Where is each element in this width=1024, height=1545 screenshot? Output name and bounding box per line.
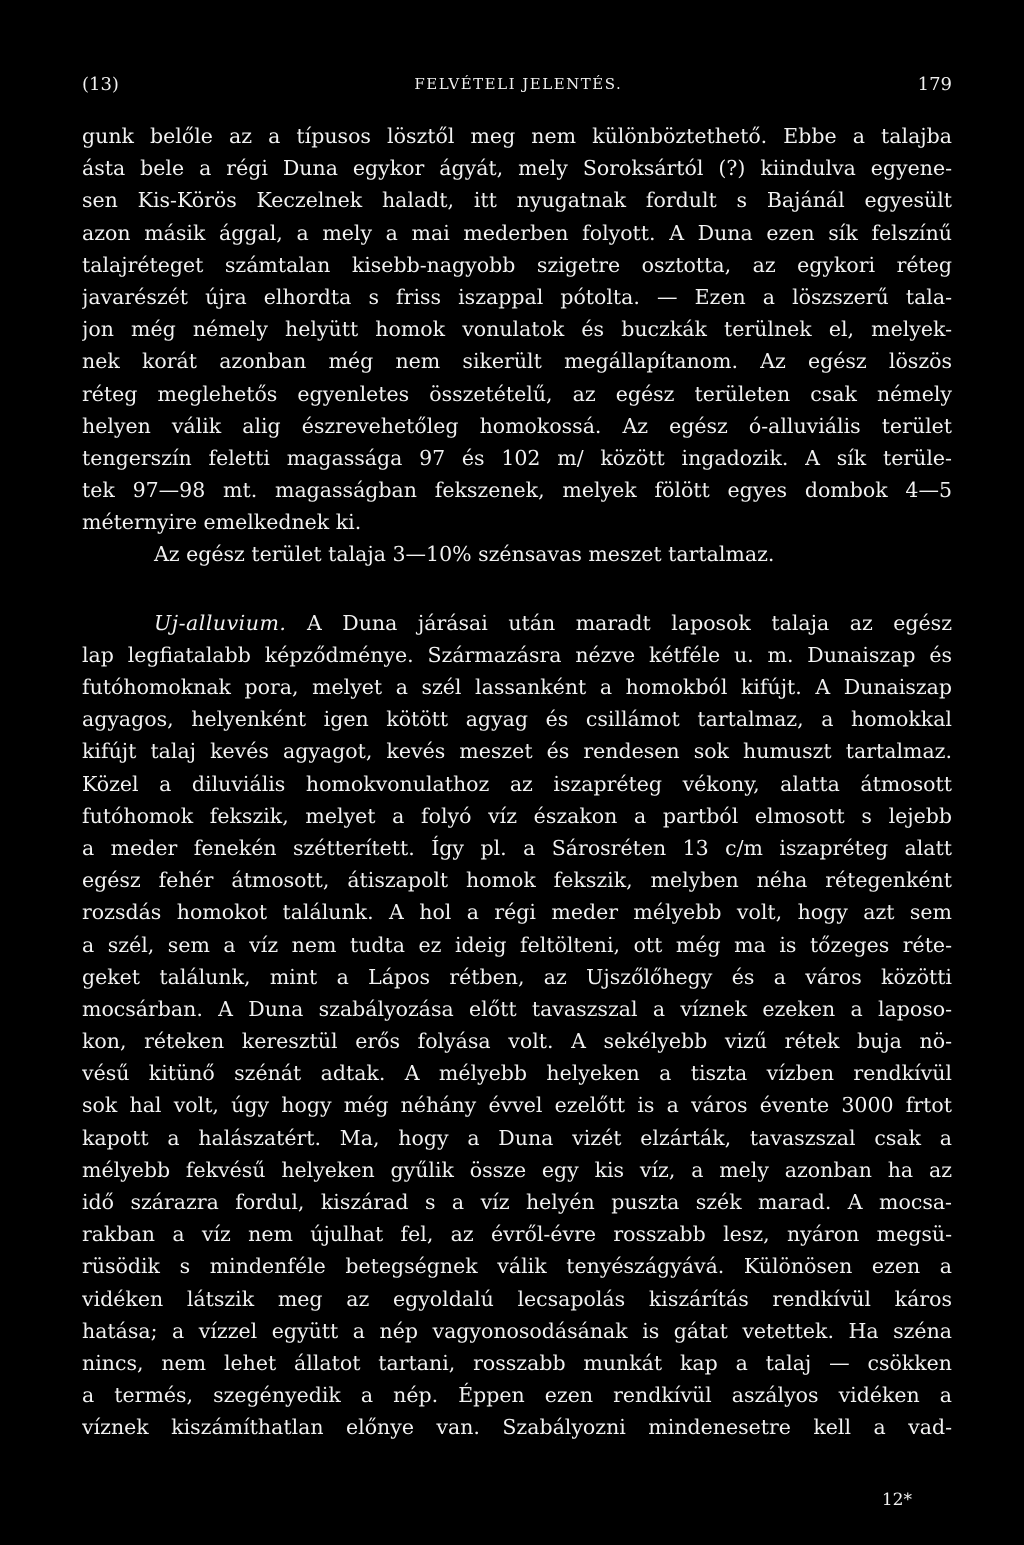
text-line: agyagos, helyenként igen kötött agyag és csillámot tartalmaz, a homokkal bbox=[82, 707, 952, 732]
text-line: rozsdás homokot találunk. A hol a régi meder mélyebb volt, hogy azt sem bbox=[82, 900, 952, 925]
text-line: Közel a diluviális homokvonulathoz az iszapréteg vékony, alatta átmosott bbox=[82, 771, 952, 796]
text-line: sen Kis-Körös Keczelnek haladt, itt nyugatnak fordult s Bajánál egyesült bbox=[82, 188, 952, 213]
text-line: jon még némely helyütt homok vonulatok és buczkák terülnek el, melyek- bbox=[82, 317, 952, 342]
text-line: méternyire emelkednek ki. bbox=[82, 510, 362, 535]
text-line: réteg meglehetős egyenletes összetételű, az egész területen csak némely bbox=[82, 381, 952, 406]
text-line: lap legfiatalabb képződménye. Származásra nézve kétféle u. m. Dunaiszap és bbox=[82, 642, 952, 667]
text-line: rakban a víz nem újulhat fel, az évről-évre rosszabb lesz, nyáron megsü- bbox=[82, 1222, 952, 1247]
text-line: vésű kitünő szénát adtak. A mélyebb helyeken a tiszta vízben rendkívül bbox=[82, 1061, 952, 1086]
text-line: nek korát azonban még nem sikerült megállapítanom. Az egész löszös bbox=[82, 349, 952, 374]
section-heading: Uj-alluvium. bbox=[154, 610, 287, 635]
text-span: A Duna járásai után maradt laposok talaja az egész bbox=[286, 610, 952, 635]
text-line: mélyebb fekvésű helyeken gyűlik össze egy kis víz, a mely azonban ha az bbox=[82, 1157, 952, 1182]
chapter-number: (13) bbox=[82, 73, 119, 95]
text-line: javarészét újra elhordta s friss iszappal pótolta. — Ezen a löszszerű tala- bbox=[82, 284, 952, 309]
signature-mark: 12* bbox=[881, 1490, 912, 1510]
text-line: kon, réteken keresztül erős folyása volt. A sekélyebb vizű rétek buja nö- bbox=[82, 1029, 952, 1054]
text-line: Az egész terület talaja 3—10% szénsavas meszet tartalmaz. bbox=[154, 542, 775, 567]
page-header bbox=[82, 64, 952, 104]
paragraph-gap bbox=[82, 571, 952, 607]
text-line: kifújt talaj kevés agyagot, kevés meszet és rendesen sok humuszt tartalmaz. bbox=[82, 739, 952, 764]
text-line: idő szárazra fordul, kiszárad s a víz helyén puszta szék marad. A mocsa- bbox=[82, 1190, 952, 1214]
text-line: egész fehér átmosott, átiszapolt homok fekszik, melyben néha rétegenként bbox=[82, 868, 952, 893]
text-line: futóhomoknak pora, melyet a szél lassanként a homokból kifújt. A Dunaiszap bbox=[82, 675, 952, 699]
text-line: víznek kiszámíthatlan előnye van. Szabályozni mindenesetre kell a vad- bbox=[82, 1415, 952, 1440]
text-line: hatása; a vízzel együtt a nép vagyonosodásának is gátat vetettek. Ha széna bbox=[82, 1318, 952, 1343]
text-line: gunk belőle az a típusos lösztől meg nem különböztethető. Ebbe a talajba bbox=[82, 124, 952, 148]
text-line: helyen válik alig észrevehetőleg homokossá. Az egész ó-alluviális terület bbox=[82, 413, 952, 438]
text-line: mocsárban. A Duna szabályozása előtt tavaszszal a víznek ezeken a laposo- bbox=[82, 996, 952, 1021]
text-line: sok hal volt, úgy hogy még néhány évvel ezelőtt is a város évente 3000 frtot bbox=[82, 1093, 952, 1118]
text-line: azon másik ággal, a mely a mai mederben folyott. A Duna ezen sík felszínű bbox=[82, 220, 952, 245]
text-line: kapott a halászatért. Ma, hogy a Duna vizét elzárták, tavaszszal csak a bbox=[82, 1125, 952, 1150]
text-line: vidéken látszik meg az egyoldalú lecsapolás kiszárítás rendkívül káros bbox=[82, 1286, 952, 1311]
text-line: geket találunk, mint a Lápos rétben, az Ujszőlőhegy és a város közötti bbox=[82, 964, 952, 989]
text-line: talajréteget számtalan kisebb-nagyobb szigetre osztotta, az egykori réteg bbox=[82, 252, 952, 277]
body-text bbox=[82, 120, 952, 1444]
page-number: 179 bbox=[917, 73, 952, 95]
paragraph-2 bbox=[82, 538, 952, 570]
text-line: futóhomok fekszik, melyet a folyó víz északon a partból elmosott s lejebb bbox=[82, 803, 952, 828]
text-line: a meder fenekén szétterített. Így pl. a Sárosréten 13 c/m iszapréteg alatt bbox=[82, 835, 952, 860]
text-line: rüsödik s mindenféle betegségnek válik tenyészágyává. Különösen ezen a bbox=[82, 1254, 952, 1279]
text-line: nincs, nem lehet állatot tartani, rosszabb munkát kap a talaj — csökken bbox=[82, 1350, 952, 1375]
paragraph-3 bbox=[82, 607, 952, 1444]
text-line: ásta bele a régi Duna egykor ágyát, mely Soroksártól (?) kiindulva egyene- bbox=[82, 156, 952, 181]
text-line: tek 97—98 mt. magasságban fekszenek, melyek fölött egyes dombok 4—5 bbox=[82, 478, 952, 503]
text-line: tengerszín feletti magassága 97 és 102 m/ között ingadozik. A sík terüle- bbox=[82, 445, 952, 470]
text-line: a szél, sem a víz nem tudta ez ideig feltölteni, ott még ma is tőzeges réte- bbox=[82, 932, 952, 957]
running-title: FELVÉTELI JELENTÉS. bbox=[414, 75, 623, 93]
text-line: a termés, szegényedik a nép. Éppen ezen rendkívül aszályos vidéken a bbox=[82, 1383, 952, 1408]
text-line bbox=[82, 607, 952, 639]
paragraph-1 bbox=[82, 120, 952, 538]
